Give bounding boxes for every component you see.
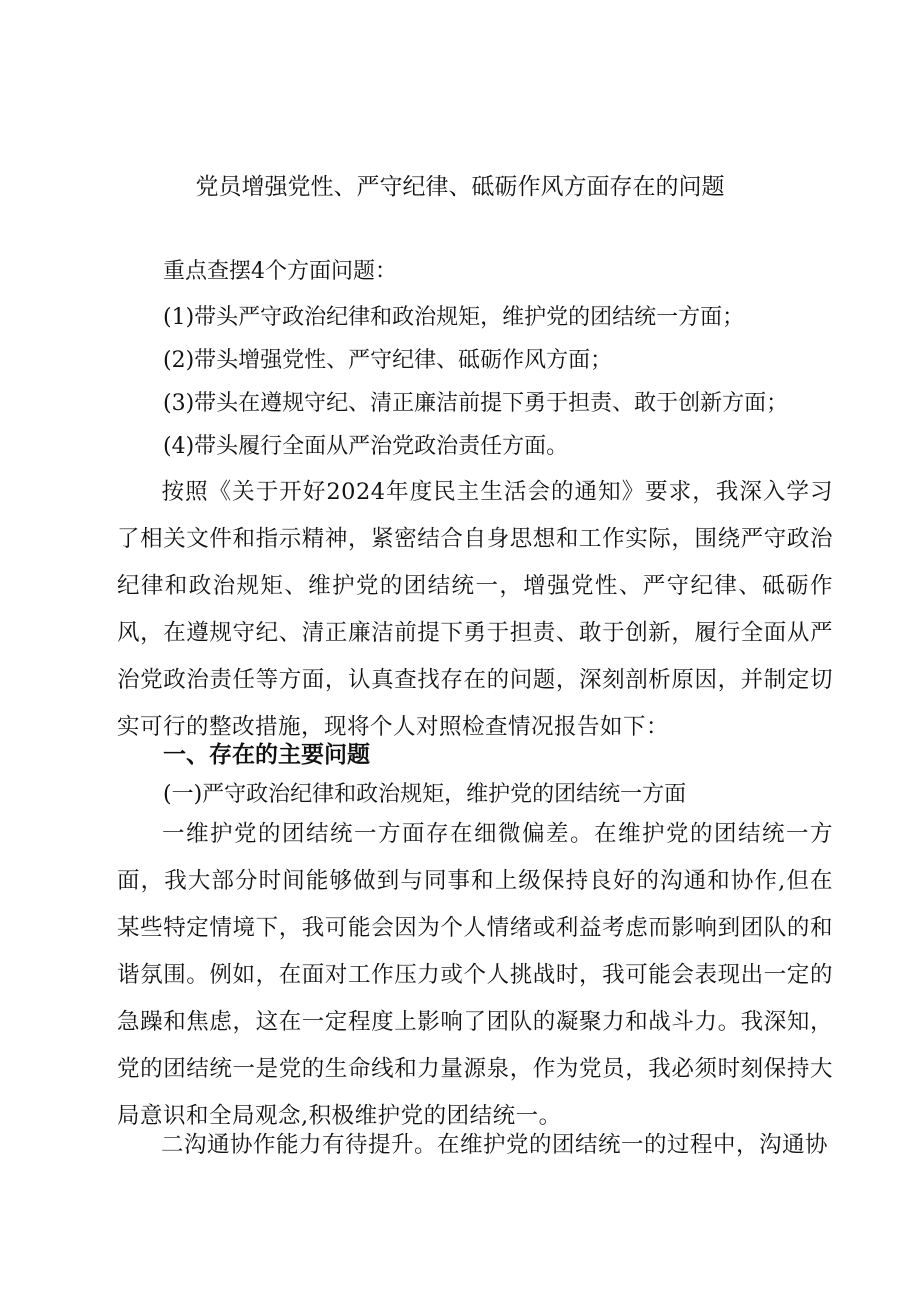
intro-line: 重点查摆4个方面问题： [163, 259, 397, 284]
item-1: (1)带头严守政治纪律和政治规矩，维护党的团结统一方面； [163, 305, 745, 330]
paragraph-report-intro-text: 按照《关于开好2024年度民主生活会的通知》要求，我深入学习了相关文件和指示精神，紧密结合自身思想和工作实际，围绕严守政治纪律和政治规矩、维护党的团结统一，增强党性、严守纪律、砥砺作风，在遵规守纪、清正廉洁前提下勇于担责、敢于创新，履行全面从严治党政治责任等方面，认真查找存在的问题，深刻剖析原因，并制定切实可行的整改措施，现将个人对照检查情况报告如下： [117, 479, 833, 740]
paragraph-unity-deviation [117, 811, 833, 1140]
section-heading-main-problems: 一、存在的主要问题 [163, 742, 370, 768]
paragraph-unity-deviation-text: 一维护党的团结统一方面存在细微偏差。在维护党的团结统一方面，我大部分时间能够做到与同事和上级保持良好的沟通和协作,但在某些特定情境下，我可能会因为个人情绪或利益考虑而影响到团队的和谐氛围。例如，在面对工作压力或个人挑战时，我可能会表现出一定的急躁和焦虑，这在一定程度上影响了团队的凝聚力和战斗力。我深知，党的团结统一是党的生命线和力量源泉，作为党员，我必须时刻保持大局意识和全局观念,积极维护党的团结统一。 [117, 821, 833, 1129]
subsection-heading-political-discipline: (一)严守政治纪律和政治规矩，维护党的团结统一方面 [163, 782, 687, 807]
paragraph-communication [117, 1122, 833, 1169]
item-2: (2)带头增强党性、严守纪律、砥砺作风方面； [163, 348, 613, 373]
item-4: (4)带头履行全面从严治党政治责任方面。 [163, 434, 569, 459]
document-title: 党员增强党性、严守纪律、砥砺作风方面存在的问题 [195, 174, 725, 200]
paragraph-report-intro [117, 469, 833, 751]
paragraph-communication-text: 二沟通协作能力有待提升。在维护党的团结统一的过程中，沟通协 [161, 1132, 829, 1158]
item-3: (3)带头在遵规守纪、清正廉洁前提下勇于担责、敢于创新方面； [163, 391, 789, 416]
